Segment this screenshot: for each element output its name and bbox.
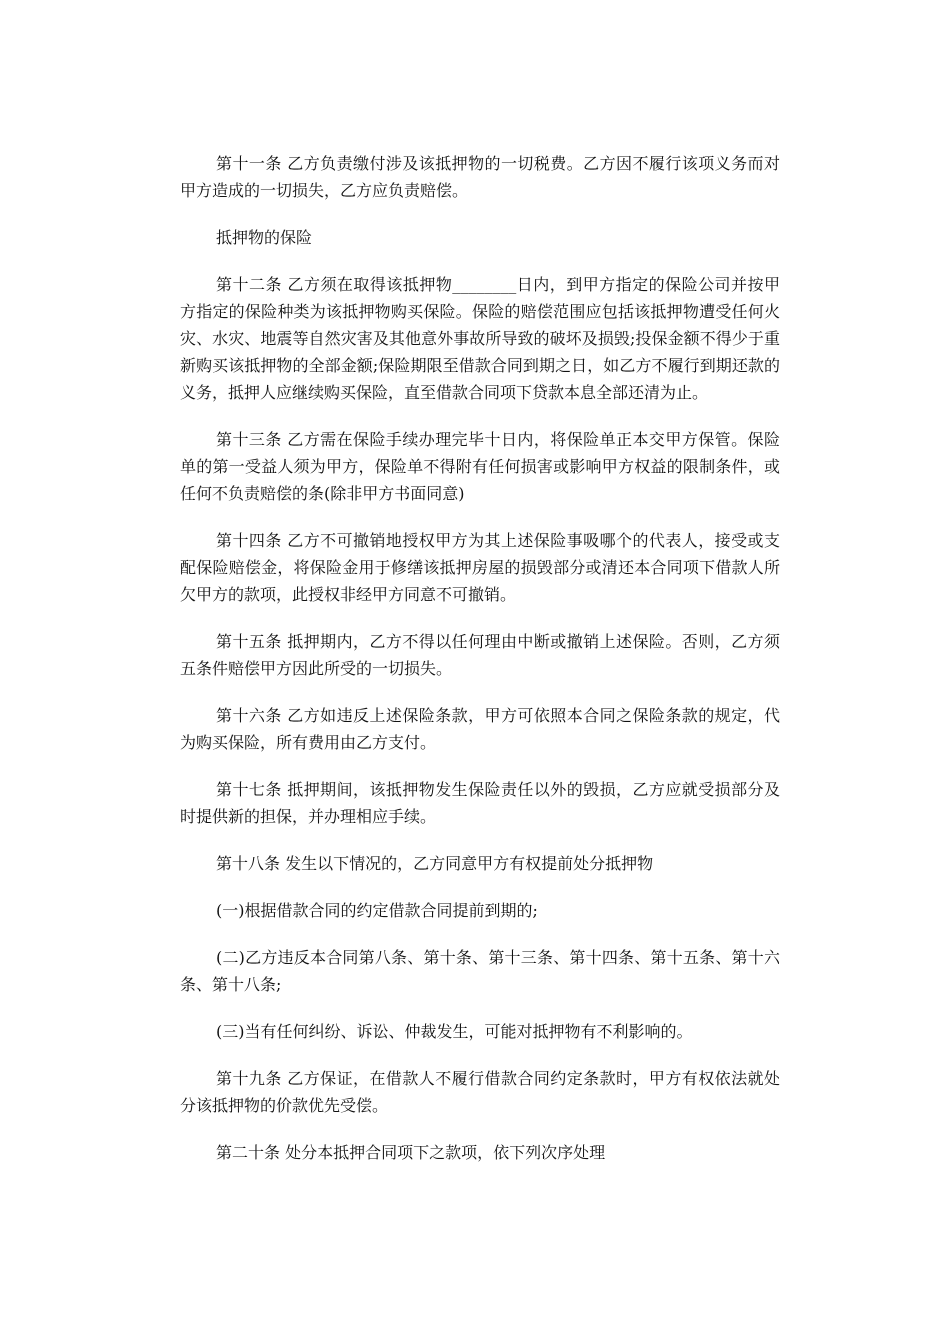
- article-17-paragraph: 第十七条 抵押期间，该抵押物发生保险责任以外的毁损，乙方应就受损部分及时提供新的担保，并办理相应手续。: [180, 780, 780, 826]
- article-18-item-2: (二)乙方违反本合同第八条、第十条、第十三条、第十四条、第十五条、第十六条、第十八条;: [180, 948, 780, 994]
- article-20-paragraph: 第二十条 处分本抵押合同项下之款项，依下列次序处理: [216, 1143, 606, 1162]
- article-13-paragraph: 第十三条 乙方需在保险手续办理完毕十日内，将保险单正本交甲方保管。保险单的第一受益人须为甲方，保险单不得附有任何损害或影响甲方权益的限制条件，或任何不负责赔偿的条(除非甲方书面同意): [180, 430, 780, 503]
- article-12-paragraph: 第十二条 乙方须在取得该抵押物________日内，到甲方指定的保险公司并按甲方指定的保险种类为该抵押物购买保险。保险的赔偿范围应包括该抵押物遭受任何火灾、水灾、地震等自然灾害及其他意外事故所导致的破坏及损毁;投保金额不得少于重新购买该抵押物的全部金额;保险期限至借款合同到期之日，如乙方不履行到期还款的义务，抵押人应继续购买保险，直至借款合同项下贷款本息全部还清为止。: [180, 275, 780, 402]
- article-14-paragraph: 第十四条 乙方不可撤销地授权甲方为其上述保险事吸哪个的代表人，接受或支配保险赔偿金，将保险金用于修缮该抵押房屋的损毁部分或清还本合同项下借款人所欠甲方的款项，此授权非经甲方同意不可撤销。: [180, 531, 780, 604]
- article-11-paragraph: 第十一条 乙方负责缴付涉及该抵押物的一切税费。乙方因不履行该项义务而对甲方造成的一切损失，乙方应负责赔偿。: [180, 154, 780, 200]
- article-18-item-1: (一)根据借款合同的约定借款合同提前到期的;: [216, 901, 538, 920]
- article-15-paragraph: 第十五条 抵押期内，乙方不得以任何理由中断或撤销上述保险。否则，乙方须五条件赔偿甲方因此所受的一切损失。: [180, 632, 780, 678]
- article-16-paragraph: 第十六条 乙方如违反上述保险条款，甲方可依照本合同之保险条款的规定，代为购买保险，所有费用由乙方支付。: [180, 706, 780, 752]
- article-18-item-3: (三)当有任何纠纷、诉讼、仲裁发生，可能对抵押物有不利影响的。: [216, 1022, 693, 1041]
- article-18-paragraph: 第十八条 发生以下情况的，乙方同意甲方有权提前处分抵押物: [216, 854, 654, 873]
- article-19-paragraph: 第十九条 乙方保证，在借款人不履行借款合同约定条款时，甲方有权依法就处分该抵押物的价款优先受偿。: [180, 1069, 780, 1115]
- section-heading-collateral-insurance: 抵押物的保险: [216, 228, 313, 247]
- document-page: [180, 150, 780, 1186]
